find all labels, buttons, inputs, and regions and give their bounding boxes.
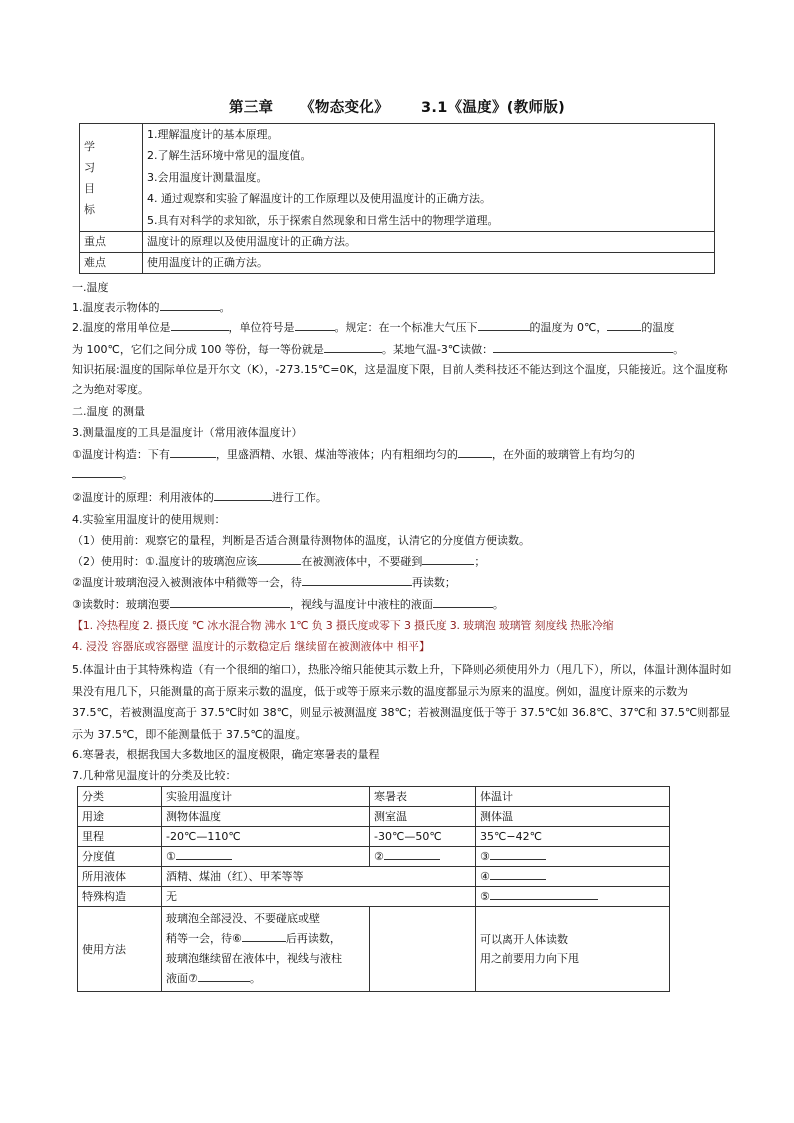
question-7: 7.几种常见温度计的分类及比较： — [72, 769, 237, 782]
thermometer-comparison-table — [77, 786, 670, 992]
thermometer-principle: ②温度计的原理：利用液体的 进行工作。 — [72, 488, 732, 508]
learning-goals-table — [79, 123, 715, 274]
clinical-thermometer-note: 5.体温计由于其特殊构造（有一个很细的缩口），热胀冷缩只能使其示数上升，下降则必须使用外力（甩几下），所以，体温计测体温时如果没有甩几下，只能测量的高于原来示数的温度，低于或等于原来示数的温度都显示为原来的温度。例如，温度计原来的示数为 37.5℃，若被测温度高于 37.5℃时如 38℃，则显示被测温度 38℃；若被测温度低于等于 37.5℃如 36.8℃、37℃和 37.5℃则都显示为 37.5℃，即不能测量低于 37.5℃的温度。 — [72, 663, 732, 741]
title-section: 3.1《温度》(教师版) — [421, 100, 566, 116]
rule-before-use: （1）使用前：观察它的量程，判断是否适合测量待测物体的温度，认清它的分度值方便读数。 — [72, 534, 530, 547]
table-header-row: 分类 实验用温度计 寒暑表 体温计 — [78, 787, 670, 807]
table-row: 分度值 ① ② ③ — [78, 847, 670, 867]
question-1: 1.温度表示物体的 。 — [72, 298, 732, 318]
goals-header: 学 习 目 标 — [80, 124, 143, 232]
answer-key-line-1: 【1. 冷热程度 2. 摄氏度 ℃ 冰水混合物 沸水 1℃ 负 3 摄氏度或零下 3 摄氏度 3. 玻璃泡 玻璃管 刻度线 热胀冷缩 — [72, 619, 614, 632]
key-points-text: 温度计的原理以及使用温度计的正确方法。 — [143, 232, 715, 253]
difficulty-text: 使用温度计的正确方法。 — [143, 253, 715, 274]
knowledge-extension: 知识拓展:温度的国际单位是开尔文（K），-273.15℃=0K，这是温度下限，目前人类科技还不能达到这个温度，只能接近。这个温度称之为绝对零度。 — [72, 363, 728, 396]
question-3: 3.测量温度的工具是温度计（常用液体温度计） — [72, 426, 303, 439]
question-2: 2.温度的常用单位是 ，单位符号是 。规定：在一个标准大气压下 的温度为 0℃， 的温度 — [72, 318, 732, 338]
table-row: 使用方法 玻璃泡全部浸没、不要碰底或壁 稍等一会，待⑥ 后再读数， 玻璃泡继续留在液体中，视线与液柱 液面⑦ 。 可以离开人体读数 用之前要用力向下甩 — [78, 907, 670, 992]
difficulty-label: 难点 — [80, 253, 143, 274]
section-heading-1: 一.温度 — [72, 281, 109, 294]
table-row: 特殊构造 无 ⑤ — [78, 887, 670, 907]
thermometer-structure-cont: 。 — [72, 465, 732, 485]
title-chapter: 第三章 — [228, 100, 274, 116]
table-row: 用途 测物体温度 测室温 测体温 — [78, 807, 670, 827]
thermometer-structure: ①温度计构造：下有 ，里盛酒精、水银、煤油等液体；内有粗细均匀的 ，在外面的玻璃管上有均匀的 — [72, 445, 732, 465]
goals-list: 1.理解温度计的基本原理。 2.了解生活环境中常见的温度值。 3.会用温度计测量温度。 4. 通过观察和实验了解温度计的工作原理以及使用温度计的正确方法。 5.具有对科学的求知欲，乐于探索自然现象和日常生活中的物理学道理。 — [143, 124, 715, 232]
rule-during-use: （2）使用时：①.温度计的玻璃泡应该 在被测液体中，不要碰到 ； — [72, 552, 732, 572]
table-row: 里程 -20℃—110℃ -30℃—50℃ 35℃−42℃ — [78, 827, 670, 847]
table-row: 所用液体 酒精、煤油（红）、甲苯等等 ④ — [78, 867, 670, 887]
rule-wait: ②温度计玻璃泡浸入被测液体中稍微等一会，待 再读数； — [72, 573, 732, 593]
section-heading-2: 二.温度 的测量 — [72, 405, 145, 418]
rule-reading: ③读数时：玻璃泡要 ，视线与温度计中液柱的液面 。 — [72, 595, 732, 615]
page-title — [0, 96, 794, 117]
question-6: 6.寒暑表，根据我国大多数地区的温度极限，确定寒暑表的量程 — [72, 748, 380, 761]
title-book: 《物态变化》 — [300, 100, 389, 116]
key-points-label: 重点 — [80, 232, 143, 253]
blank — [160, 298, 220, 311]
question-4: 4.实验室用温度计的使用规则： — [72, 513, 226, 526]
answer-key-line-2: 4. 浸没 容器底或容器壁 温度计的示数稳定后 继续留在被测液体中 相平】 — [72, 640, 430, 653]
question-2-cont: 为 100℃，它们之间分成 100 等份，每一等份就是 。某地气温-3℃读做： 。 — [72, 340, 732, 360]
